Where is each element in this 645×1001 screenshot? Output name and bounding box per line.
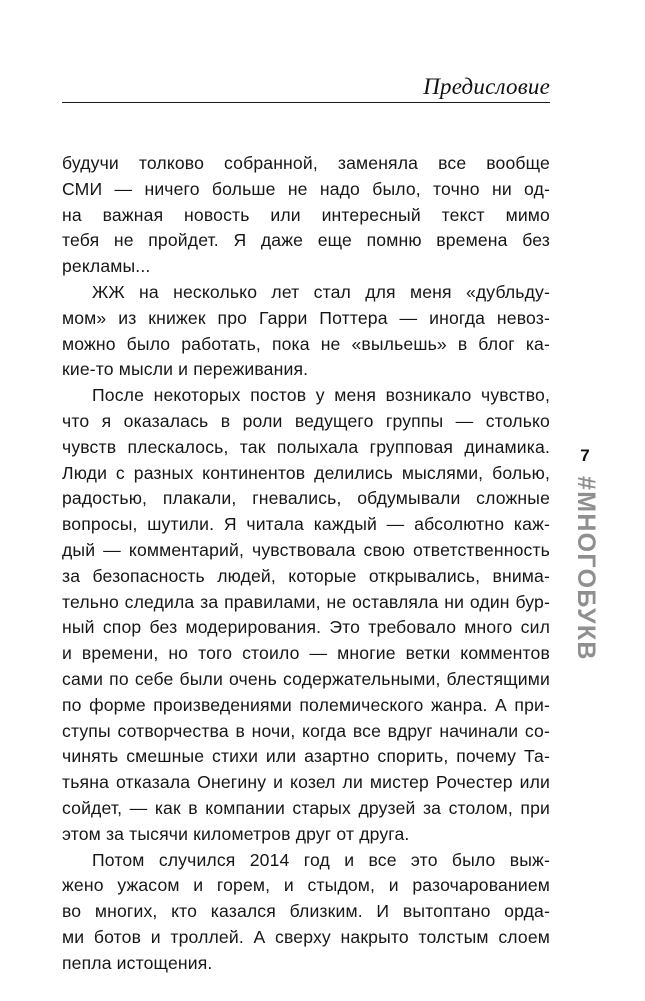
- text-line: чинять смешные стихи или азартно спорить, почему Та-: [62, 746, 550, 767]
- text-line: во многих, кто казался близким. И вытоптано орда-: [62, 901, 550, 922]
- text-line: дый — комментарий, чувствовала свою ответственность: [62, 539, 550, 560]
- text-line: ный спор без модерирования. Это требовало много сил: [62, 617, 550, 638]
- text-line: радостью, плакали, гневались, обдумывали сложные: [62, 488, 550, 509]
- text-line: тьяна отказала Онегину и козел ли мистер Рочестер или: [62, 772, 550, 793]
- side-tag-text: #МНОГОБУКВ: [572, 476, 600, 661]
- text-line: пепла истощения.: [62, 952, 213, 973]
- text-line: кие-то мысли и переживания.: [62, 359, 309, 380]
- text-line: тельно следила за правилами, не оставляла ни один бур-: [62, 591, 550, 612]
- text-line: Потом случился 2014 год и все это было выж-: [92, 849, 550, 870]
- text-line: по форме произведениями полемического жанра. А при-: [62, 694, 550, 715]
- text-line: тебя не пройдет. Я даже еще помню времена без: [62, 230, 550, 251]
- running-title: Предисловие: [423, 74, 550, 99]
- text-line: что я оказалась в роли ведущего группы — столько: [62, 410, 550, 431]
- text-line: ЖЖ на несколько лет стал для меня «дубльду-: [92, 281, 550, 302]
- text-line: за безопасность людей, которые открывались, внима-: [62, 565, 550, 586]
- text-line: жено ужасом и горем, и стыдом, и разочарованием: [62, 875, 550, 896]
- text-line: ступы сотворчества в ночи, когда все вдруг начинали со-: [62, 720, 550, 741]
- text-line: можно было работать, пока не «выльешь» в блог ка-: [62, 333, 550, 354]
- text-line: и времени, но того стоило — многие ветки комментов: [62, 643, 550, 664]
- text-line: СМИ — ничего больше не надо было, точно ни од-: [62, 178, 550, 199]
- text-line: ми ботов и троллей. А сверху накрыто толстым слоем: [62, 926, 550, 947]
- page-body: [62, 151, 550, 977]
- text-line: этом за тысячи километров друг от друга.: [62, 823, 410, 844]
- text-line: мом» из книжек про Гарри Поттера — иногда невоз-: [62, 307, 550, 328]
- text-line: сойдет, — как в компании старых друзей за столом, при: [62, 797, 550, 818]
- running-header: [62, 74, 550, 103]
- text-line: Люди с разных континентов делились мыслями, болью,: [62, 462, 550, 483]
- text-line: на важная новость или интересный текст мимо: [62, 204, 550, 225]
- text-line: сами по себе были очень содержательными, блестящими: [62, 668, 550, 689]
- text-line: чувств плескалось, так полыхала групповая динамика.: [62, 436, 550, 457]
- text-line: рекламы...: [62, 256, 151, 277]
- text-line: После некоторых постов у меня возникало чувство,: [92, 385, 550, 406]
- text-line: будучи толково собранной, заменяла все вообще: [62, 153, 550, 173]
- page-number: 7: [580, 446, 590, 465]
- text-line: вопросы, шутили. Я читала каждый — абсолютно каж-: [62, 514, 550, 535]
